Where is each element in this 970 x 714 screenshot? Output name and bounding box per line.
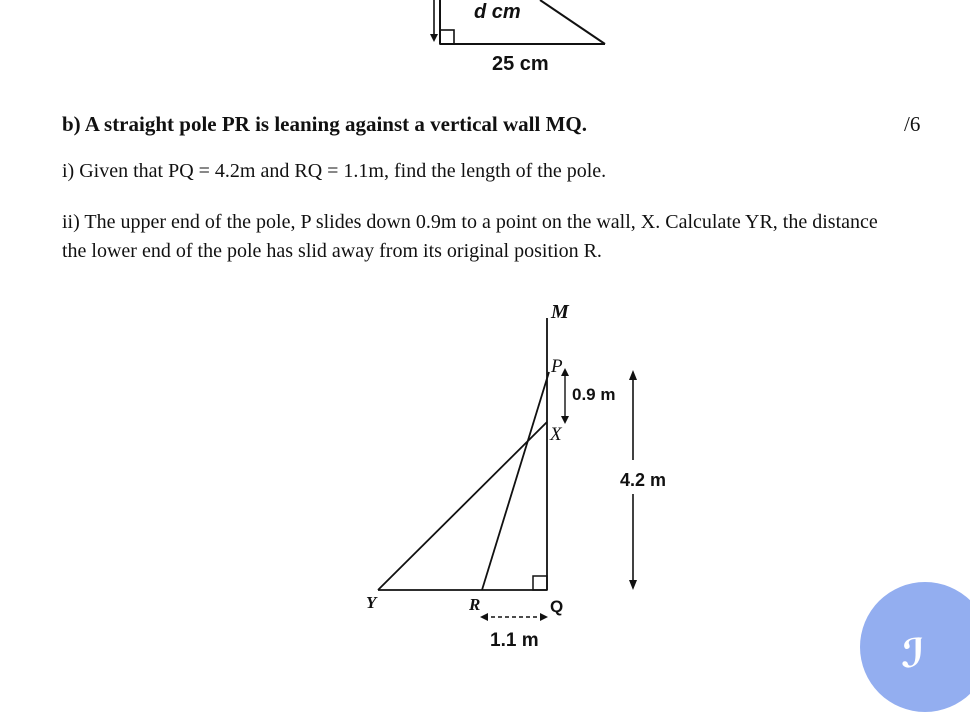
label-height: 4.2 m [620, 470, 667, 490]
top-label-base: 25 cm [492, 53, 549, 75]
label-X: X [550, 424, 562, 445]
handwriting-icon: ℐ [901, 631, 925, 677]
question-part-ii-line1: ii) The upper end of the pole, P slides down 0.9m to a point on the wall, X. Calculate YR, the distance [62, 211, 878, 233]
label-Q: Q [550, 597, 564, 616]
pole-slid [378, 422, 547, 590]
pole-original [482, 372, 549, 590]
label-base: 1.1 m [490, 630, 539, 651]
top-label-side: d cm [474, 1, 521, 23]
question-heading: b) A straight pole PR is leaning against a vertical wall MQ. [62, 112, 587, 136]
label-slide: 0.9 m [572, 385, 616, 404]
question-part-ii-line2: the lower end of the pole has slid away from its original position R. [62, 240, 602, 262]
label-P: P [551, 356, 563, 377]
label-R: R [469, 595, 481, 614]
question-part-i: i) Given that PQ = 4.2m and RQ = 1.1m, find the length of the pole. [62, 160, 607, 182]
label-M: M [551, 301, 569, 323]
marks-allocation: /6 [904, 112, 921, 136]
question-part-ii [62, 208, 878, 266]
label-Y: Y [366, 593, 377, 612]
right-angle-mark [533, 576, 547, 590]
ladder-diagram [378, 318, 637, 621]
